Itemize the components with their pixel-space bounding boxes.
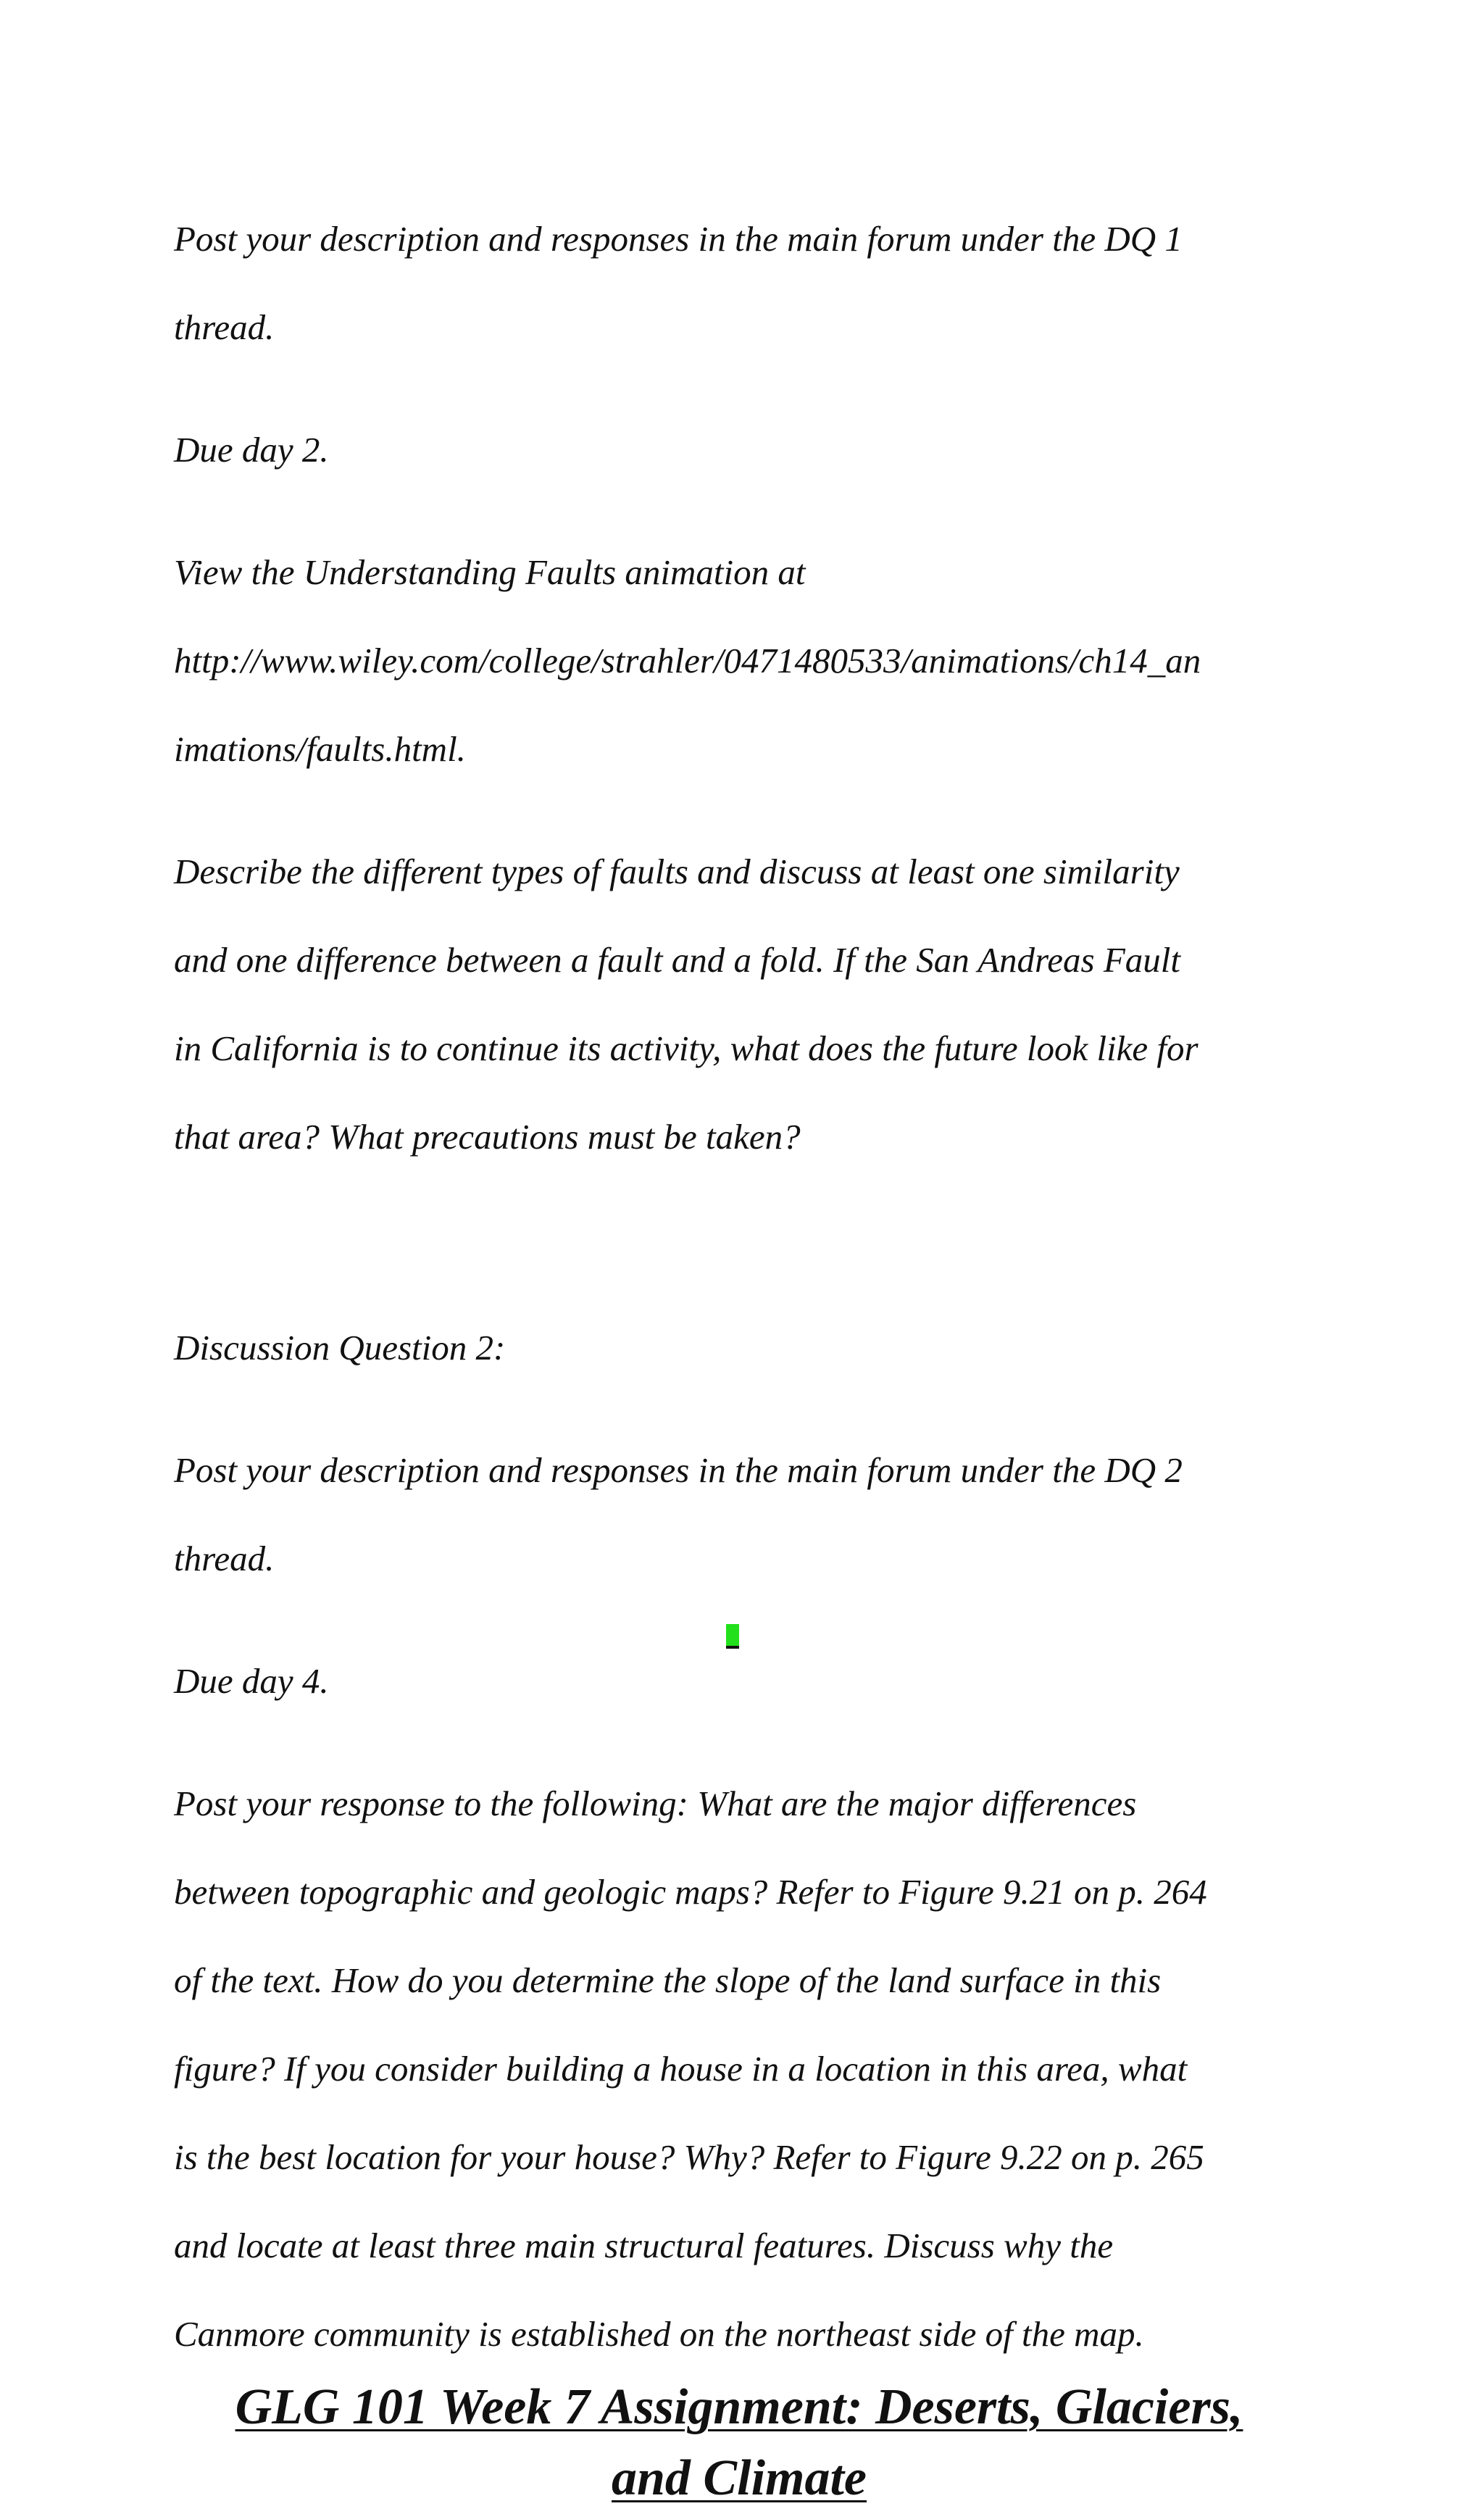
heading-line: GLG 101 Week 7 Assignment: Deserts, Glaciers, bbox=[235, 2379, 1243, 2435]
text-line: Canmore community is established on the northeast side of the map. bbox=[174, 2314, 1144, 2354]
text-line: of the text. How do you determine the slope of the land surface in this bbox=[174, 1960, 1162, 2000]
text-line: Post your response to the following: What are the major differences bbox=[174, 1783, 1137, 1823]
dq1-animation-reference bbox=[174, 506, 1304, 771]
text-line: thread. bbox=[174, 307, 275, 347]
text-line: that area? What precautions must be taken? bbox=[174, 1117, 801, 1157]
text-line: and locate at least three main structural features. Discuss why the bbox=[174, 2226, 1114, 2265]
dq2-due-date bbox=[174, 1615, 1304, 1703]
text-line: Post your description and responses in the main forum under the DQ 1 bbox=[174, 219, 1183, 259]
dq2-title bbox=[174, 1281, 1304, 1370]
text-line: Due day 4. bbox=[174, 1661, 329, 1701]
text-line: is the best location for your house? Why? Refer to Figure 9.22 on p. 265 bbox=[174, 2137, 1204, 2177]
text-line: thread. bbox=[174, 1539, 275, 1578]
document-page bbox=[174, 172, 1304, 2514]
text-line: Post your description and responses in the main forum under the DQ 2 bbox=[174, 1450, 1183, 1490]
dq1-question bbox=[174, 805, 1304, 1159]
dq2-question bbox=[174, 1737, 1304, 2356]
text-line: Due day 2. bbox=[174, 430, 329, 470]
dq2-post-instruction bbox=[174, 1404, 1304, 1581]
text-line: in California is to continue its activity, what does the future look like for bbox=[174, 1028, 1199, 1068]
text-line: between topographic and geologic maps? Refer to Figure 9.21 on p. 264 bbox=[174, 1872, 1207, 1912]
text-line: Discussion Question 2: bbox=[174, 1328, 506, 1368]
highlight-marker bbox=[726, 1624, 739, 1649]
text-line: Describe the different types of faults and discuss at least one similarity bbox=[174, 852, 1180, 891]
url-line: http://www.wiley.com/college/strahler/0471480533/animations/ch14_an bbox=[174, 641, 1201, 680]
heading-line: and Climate bbox=[612, 2450, 867, 2506]
text-line: and one difference between a fault and a fold. If the San Andreas Fault bbox=[174, 940, 1181, 980]
dq1-post-instruction bbox=[174, 172, 1304, 349]
text-line: figure? If you consider building a house in a location in this area, what bbox=[174, 2049, 1188, 2089]
dq1-due-date bbox=[174, 383, 1304, 472]
text-line: View the Understanding Faults animation at bbox=[174, 552, 806, 592]
url-line: imations/faults.html. bbox=[174, 729, 466, 769]
assignment-heading-link[interactable] bbox=[174, 2372, 1304, 2514]
